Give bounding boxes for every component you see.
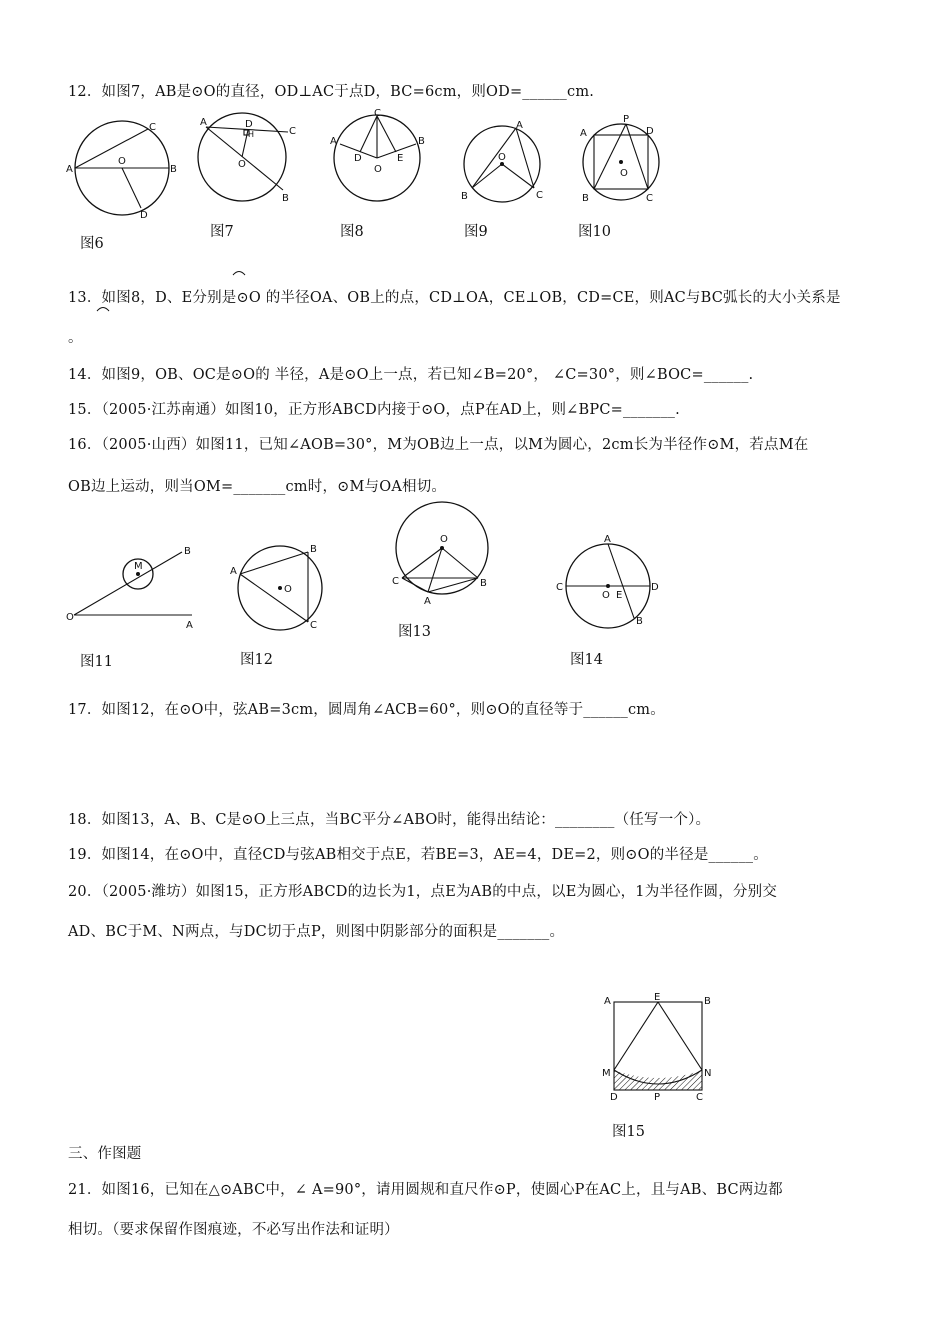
- svg-text:O: O: [620, 168, 628, 179]
- fig15-caption: 图15: [612, 1124, 645, 1140]
- svg-text:O: O: [498, 152, 506, 163]
- fig9-caption: 图9: [464, 224, 488, 240]
- question-15: 15．（2005·江苏南通）如图10，正方形ABCD内接于⊙O，点P在AD上，则∠BPC=_______.: [68, 402, 680, 418]
- svg-text:B: B: [636, 616, 643, 627]
- question-18: 18．如图13，A、B、C是⊙O上三点，当BC平分∠ABO时，能得出结论：________（任写一个）。: [68, 812, 711, 828]
- svg-text:P: P: [654, 1092, 661, 1103]
- svg-text:M: M: [134, 561, 143, 572]
- figure-8: [330, 106, 435, 206]
- fig11-caption: 图11: [80, 654, 113, 670]
- fig12-caption: 图12: [240, 652, 273, 668]
- fig14-caption: 图14: [570, 652, 603, 668]
- svg-text:C: C: [392, 576, 399, 587]
- svg-text:M: M: [602, 1068, 611, 1079]
- svg-text:B: B: [170, 164, 177, 175]
- fig10-caption: 图10: [578, 224, 611, 240]
- svg-text:B: B: [704, 996, 711, 1007]
- svg-text:B: B: [418, 136, 425, 147]
- svg-text:D: D: [646, 126, 654, 137]
- figure-11: [62, 540, 202, 630]
- svg-text:C: C: [536, 190, 543, 201]
- question-21-line1: 21．如图16，已知在△⊙ABC中，∠ A=90°，请用圆规和直尺作⊙P，使圆心P在AC上，且与AB、BC两边都: [68, 1182, 783, 1198]
- svg-text:A: A: [424, 596, 431, 607]
- question-17: 17．如图12，在⊙O中，弦AB=3cm，圆周角∠ACB=60°，则⊙O的直径等于______cm。: [68, 702, 665, 718]
- question-20-line1: 20．（2005·潍坊）如图15，正方形ABCD的边长为1，点E为AB的中点，以E为圆心，1为半径作圆，分别交: [68, 884, 778, 900]
- svg-text:O: O: [66, 612, 74, 623]
- svg-text:D: D: [651, 582, 659, 593]
- svg-text:O: O: [118, 156, 126, 167]
- svg-text:O: O: [602, 590, 610, 601]
- svg-text:C: C: [646, 193, 653, 204]
- svg-text:C: C: [310, 620, 317, 631]
- question-19: 19．如图14，在⊙O中，直径CD与弦AB相交于点E，若BE=3，AE=4，DE=2，则⊙O的半径是______。: [68, 847, 768, 863]
- svg-text:C: C: [374, 108, 381, 119]
- svg-text:E: E: [654, 992, 661, 1003]
- question-21-line2: 相切。（要求保留作图痕迹，不必写出作法和证明）: [68, 1222, 399, 1238]
- question-20-line2: AD、BC于M、N两点，与DC切于点P，则图中阴影部分的面积是_______。: [68, 924, 565, 940]
- question-13-line1: 13．如图8，D、E分别是⊙O 的半径OA、OB上的点，CD⊥OA，CE⊥OB，CD=CE，则AC与BC弧长的大小关系是: [68, 290, 841, 306]
- svg-text:A: A: [604, 534, 611, 545]
- svg-text:O: O: [440, 534, 448, 545]
- svg-text:C: C: [149, 122, 156, 133]
- question-13-line2: 。: [68, 330, 83, 346]
- svg-text:P: P: [623, 114, 630, 125]
- svg-text:E: E: [397, 153, 404, 164]
- fig6-caption: 图6: [80, 236, 104, 252]
- svg-text:N: N: [704, 1068, 712, 1079]
- svg-text:A: A: [516, 120, 523, 131]
- svg-text:A: A: [186, 620, 193, 631]
- fig13-caption: 图13: [398, 624, 431, 640]
- svg-text:B: B: [480, 578, 487, 589]
- figure-14: [556, 532, 666, 627]
- svg-text:C: C: [556, 582, 563, 593]
- question-14: 14．如图9，OB、OC是⊙O的 半径，A是⊙O上一点，若已知∠B=20°， ∠C=30°，则∠BOC=______.: [68, 367, 754, 383]
- svg-text:D: D: [140, 210, 148, 221]
- question-16-line2: OB边上运动，则当OM=_______cm时，⊙M与OA相切。: [68, 479, 447, 495]
- svg-text:A: A: [580, 128, 587, 139]
- svg-text:H: H: [248, 130, 255, 139]
- figure-7: [196, 112, 301, 202]
- figure-13: [388, 504, 498, 609]
- svg-text:A: A: [66, 164, 73, 175]
- figure-15: [600, 990, 720, 1102]
- arc-mark-bc: [96, 306, 110, 312]
- svg-text:A: A: [330, 136, 337, 147]
- svg-text:O: O: [284, 584, 292, 595]
- svg-text:B: B: [582, 193, 589, 204]
- svg-text:O: O: [374, 164, 382, 175]
- question-12: 12．如图7，AB是⊙O的直径，OD⊥AC于点D，BC=6cm，则OD=______cm.: [68, 84, 595, 100]
- svg-text:A: A: [200, 117, 207, 128]
- figure-12: [228, 540, 328, 635]
- section-3-heading: 三、作图题: [68, 1146, 142, 1162]
- svg-text:O: O: [238, 159, 246, 170]
- svg-text:B: B: [282, 193, 289, 204]
- figure-6: [66, 118, 186, 223]
- svg-text:A: A: [604, 996, 611, 1007]
- svg-text:E: E: [616, 590, 623, 601]
- svg-text:C: C: [696, 1092, 703, 1103]
- svg-text:D: D: [245, 119, 253, 130]
- fig7-caption: 图7: [210, 224, 234, 240]
- svg-text:C: C: [289, 126, 296, 137]
- figure-10: [574, 112, 669, 207]
- svg-text:A: A: [230, 566, 237, 577]
- figure-9: [456, 116, 551, 206]
- fig8-caption: 图8: [340, 224, 364, 240]
- svg-text:B: B: [184, 546, 191, 557]
- svg-text:B: B: [310, 544, 317, 555]
- arc-mark-ac: [232, 270, 246, 276]
- svg-text:D: D: [610, 1092, 618, 1103]
- svg-text:D: D: [354, 153, 362, 164]
- question-16-line1: 16．（2005·山西）如图11，已知∠AOB=30°，M为OB边上一点，以M为圆心，2cm长为半径作⊙M，若点M在: [68, 437, 809, 453]
- svg-text:B: B: [461, 191, 468, 202]
